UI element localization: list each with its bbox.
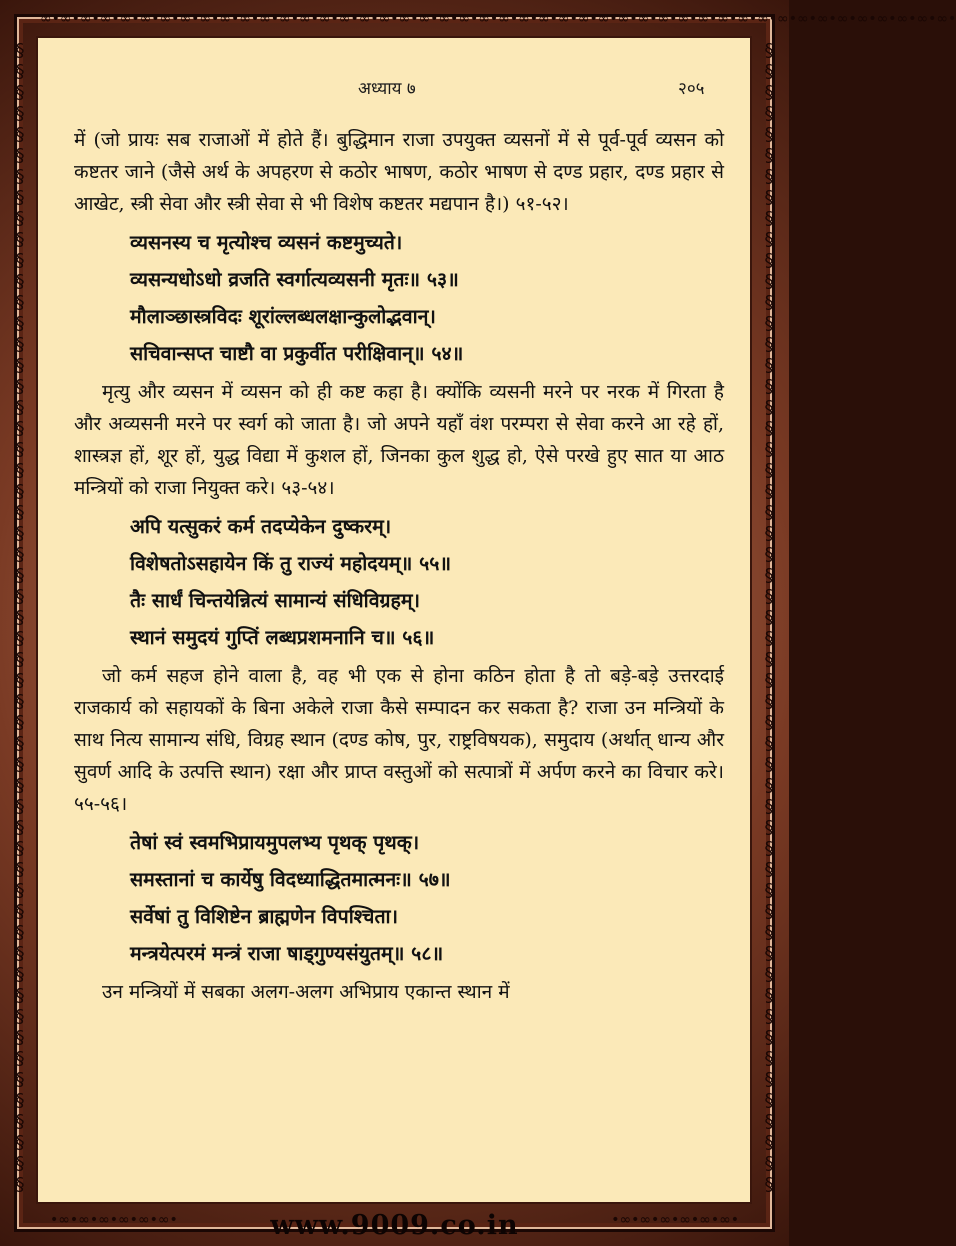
sanskrit-verse (74, 824, 724, 972)
verse-line: सर्वेषां तु विशिष्टेन ब्राह्मणेन विपश्चिता। (130, 905, 398, 928)
verse-line: मौलाञ्छास्त्रविदः शूरांल्लब्धलक्षान्कुलोद्भवान्। (130, 305, 436, 328)
top-ornament-border: ∞•∞•∞•∞•∞•∞•∞•∞•∞•∞•∞•∞•∞•∞•∞•∞•∞•∞•∞•∞•∞•∞•∞•∞•∞•∞•∞•∞•∞•∞•∞•∞•∞•∞•∞•∞•∞•∞•∞•∞•∞•∞•∞•∞•∞•∞• (40, 11, 956, 27)
verse-line: तैः सार्धं चिन्तयेन्नित्यं सामान्यं संधिविग्रहम्। (130, 589, 420, 612)
left-ornament-border: § § § § § § § § § § § § § § § § § § § § § § § § § § § § § § § § § § § § § § § § § § § § § § § § § § § § § § § (15, 40, 25, 1195)
right-ornament-border: § § § § § § § § § § § § § § § § § § § § § § § § § § § § § § § § § § § § § § § § § § § § § § § § § § § § § § § (764, 40, 774, 1195)
verse-line: व्यसन्यधोऽधो व्रजति स्वर्गात्यव्यसनी मृतः॥ ५३॥ (130, 268, 459, 291)
verse-line: स्थानं समुदयं गुप्तिं लब्धप्रशमनानि च॥ ५६॥ (130, 626, 435, 649)
site-footer (0, 1206, 789, 1246)
commentary-paragraph: में (जो प्रायः सब राजाओं में होते हैं। बुद्धिमान राजा उपयुक्त व्यसनों में से पूर्व-पूर्व व्यसन को कष्टतर जाने (जैसे अर्थ के अपहरण से कठोर भाषण, कठोर भाषण से दण्ड प्रहार, दण्ड प्रहार से आखेट, स्त्री सेवा और स्त्री सेवा से भी विशेष कष्टतर मद्यपान है।) ५१-५२। (74, 129, 724, 215)
verse-line: तेषां स्वं स्वमभिप्रायमुपलभ्य पृथक् पृथक्। (130, 831, 420, 854)
verse-line: विशेषतोऽसहायेन किं तु राज्यं महोदयम्॥ ५५॥ (130, 552, 452, 575)
book-page (36, 36, 752, 1204)
footer-ornament-left: •∞•∞•∞•∞•∞•∞• (50, 1212, 178, 1228)
chapter-title: अध्याय ७ (358, 79, 416, 99)
sanskrit-verse (74, 224, 724, 372)
page-number: २०५ (678, 79, 705, 99)
verse-line: समस्तानां च कार्येषु विदध्याद्धितमात्मनः॥ ५७॥ (130, 868, 451, 891)
commentary-paragraph: उन मन्त्रियों में सबका अलग-अलग अभिप्राय एकान्त स्थान में (102, 981, 510, 1003)
page-body (74, 124, 724, 1008)
verse-line: अपि यत्सुकरं कर्म तदप्येकेन दुष्करम्। (130, 515, 392, 538)
page-header (38, 76, 750, 102)
website-link[interactable]: www.9009.co.in (270, 1210, 519, 1241)
footer-ornament-right: •∞•∞•∞•∞•∞•∞• (611, 1212, 739, 1228)
commentary-paragraph: जो कर्म सहज होने वाला है, वह भी एक से होना कठिन होता है तो बड़े-बड़े उत्तरदाई राजकार्य को सहायकों के बिना अकेले राजा कैसे सम्पादन कर सकता है? राजा उन मन्त्रियों के साथ नित्य सामान्य संधि, विग्रह स्थान (दण्ड कोष, पुर, राष्ट्रविषयक), समुदाय (अर्थात् धान्य और सुवर्ण आदि के उत्पत्ति स्थान) रक्षा और प्राप्त वस्तुओं को सत्पात्रों में अर्पण करने का विचार करे। ५५-५६। (74, 665, 724, 815)
verse-line: मन्त्रयेत्परमं मन्त्रं राजा षाड्गुण्यसंयुतम्॥ ५८॥ (130, 942, 444, 965)
verse-line: सचिवान्सप्त चाष्टौ वा प्रकुर्वीत परीक्षिवान्॥ ५४॥ (130, 342, 464, 365)
sanskrit-verse (74, 508, 724, 656)
commentary-paragraph: मृत्यु और व्यसन में व्यसन को ही कष्ट कहा है। क्योंकि व्यसनी मरने पर नरक में गिरता है और अव्यसनी मरने पर स्वर्ग को जाता है। जो अपने यहाँ वंश परम्परा से सेवा करने आ रहे हों, शास्त्रज्ञ हों, शूर हों, युद्ध विद्या में कुशल हों, जिनका कुल शुद्ध हो, ऐसे परखे हुए सात या आठ मन्त्रियों को राजा नियुक्त करे। ५३-५४। (74, 381, 724, 499)
verse-line: व्यसनस्य च मृत्योश्च व्यसनं कष्टमुच्यते। (130, 231, 403, 254)
